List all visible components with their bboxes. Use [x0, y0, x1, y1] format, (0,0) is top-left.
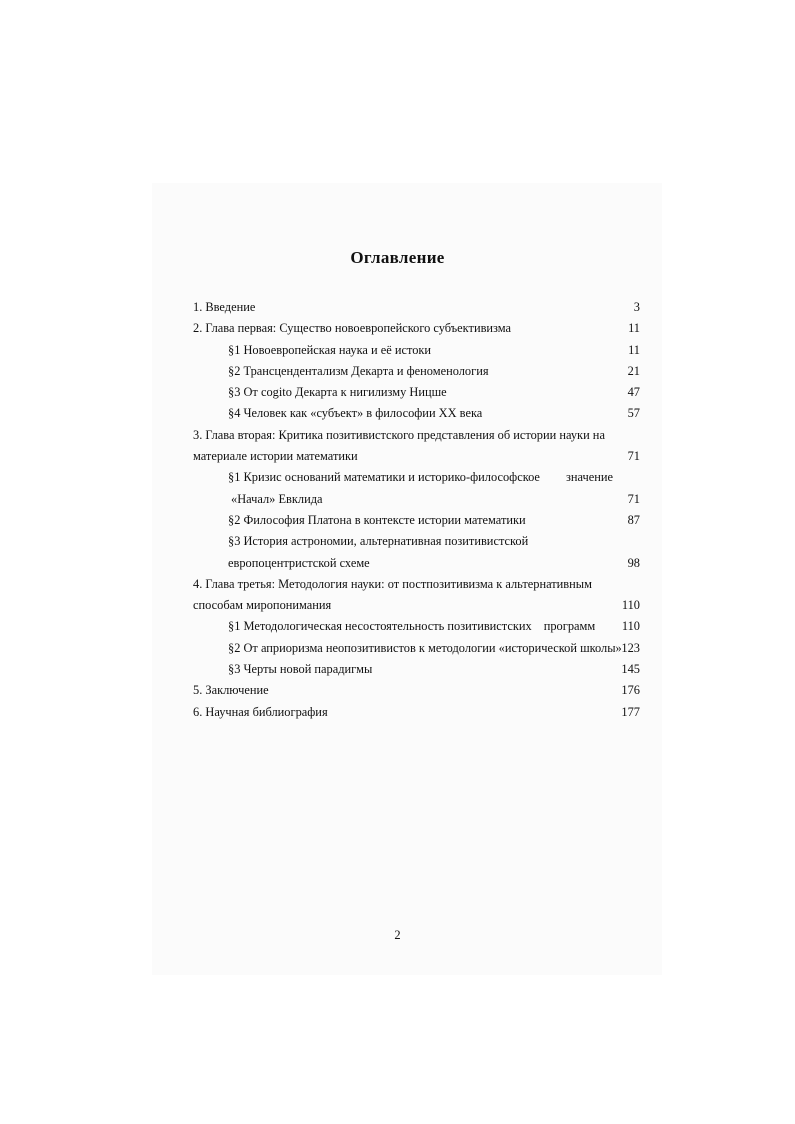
- toc-entry-ch1-section-2[interactable]: [193, 361, 643, 382]
- page-number: 2: [394, 928, 401, 942]
- toc-entry-label: §2 Трансцендентализм Декарта и феноменология: [228, 363, 489, 378]
- toc-entry-page: 110: [621, 598, 640, 613]
- toc-entry-label: 5. Заключение: [193, 683, 269, 698]
- toc-entry-ch1-section-1[interactable]: [193, 340, 643, 361]
- toc-entry-label: §3 История астрономии, альтернативная позитивистской: [228, 534, 529, 549]
- toc-entry-page: 11: [628, 321, 640, 336]
- toc-entry-label: 3. Глава вторая: Критика позитивистского представления об истории науки на: [193, 427, 605, 442]
- toc-entry-ch3-section-2[interactable]: [193, 638, 643, 659]
- page-title: Оглавление: [350, 248, 445, 267]
- toc-entry-page: 11: [628, 342, 640, 357]
- toc-entry-label: [228, 467, 613, 488]
- toc-entry-label: §3 Черты новой парадигмы: [228, 662, 373, 677]
- toc-entry-chapter-2-line-2[interactable]: [193, 446, 643, 467]
- toc-entry-ch3-section-3[interactable]: [193, 659, 643, 680]
- toc-entry-chapter-2-line-1[interactable]: [193, 425, 643, 446]
- toc-entry-label: §2 От априоризма неопозитивистов к методологии «исторической школы»: [228, 640, 622, 655]
- toc-entry-page: 98: [627, 555, 640, 570]
- toc-entry-ch2-section-1-line-2[interactable]: [193, 489, 643, 510]
- toc-entry-label: §1 Новоевропейская наука и её истоки: [228, 342, 432, 357]
- toc-entry-ch2-section-2[interactable]: [193, 510, 643, 531]
- toc-entry-ch1-section-4[interactable]: [193, 403, 643, 424]
- toc-entry-label: 2. Глава первая: Существо новоевропейского субъективизма: [193, 321, 512, 336]
- toc-entry-conclusion[interactable]: [193, 680, 643, 701]
- toc-entry-page: 47: [627, 385, 640, 400]
- toc-entry-label: §2 Философия Платона в контексте истории математики: [228, 512, 526, 527]
- toc-entry-bibliography[interactable]: [193, 702, 643, 723]
- toc-entry-chapter-3-line-2[interactable]: [193, 595, 643, 616]
- toc-entry-page: 145: [621, 662, 640, 677]
- toc-entry-ch2-section-3-line-1[interactable]: [193, 531, 643, 552]
- toc-entry-label: §3 От cogito Декарта к нигилизму Ницше: [228, 385, 447, 400]
- toc-entry-ch1-section-3[interactable]: [193, 382, 643, 403]
- toc-entry-ch2-section-3-line-2[interactable]: [193, 553, 643, 574]
- toc-entry-chapter-3-line-1[interactable]: [193, 574, 643, 595]
- toc-entry-page: 71: [627, 491, 640, 506]
- toc-entry-page: 123: [621, 640, 640, 655]
- toc-entry-label-part: значение: [565, 470, 613, 485]
- toc-entry-page: 176: [621, 683, 640, 698]
- toc-entry-ch3-section-1[interactable]: [193, 616, 643, 637]
- toc-entry-page: 21: [627, 363, 640, 378]
- toc-entry-label-part: §1 Методологическая несостоятельность позитивистских: [228, 619, 532, 634]
- toc-entry-page: 71: [627, 449, 640, 464]
- toc-entry-label: европоцентристской схеме: [228, 555, 370, 570]
- toc-entry-label: [228, 616, 595, 637]
- toc-entry-label: «Начал» Евклида: [231, 491, 323, 506]
- toc-entry-page: 177: [621, 704, 640, 719]
- toc-entry-label: 6. Научная библиография: [193, 704, 328, 719]
- toc-entry-page: 57: [627, 406, 640, 421]
- toc-entry-label: материале истории математики: [193, 449, 358, 464]
- toc-entry-label-part: §1 Кризис оснований математики и историко-философское: [228, 470, 540, 485]
- toc-entry-label: 1. Введение: [193, 300, 256, 314]
- toc-entry-chapter-1[interactable]: [193, 318, 643, 339]
- toc-entry-page: 3: [633, 300, 640, 314]
- toc-entry-label: §4 Человек как «субъект» в философии XX века: [228, 406, 483, 421]
- toc-entry-label: способам миропонимания: [193, 598, 332, 613]
- toc-entry-page: 87: [627, 512, 640, 527]
- toc-entry-introduction[interactable]: [193, 297, 643, 318]
- table-of-contents: [193, 297, 643, 723]
- toc-entry-label: 4. Глава третья: Методология науки: от постпозитивизма к альтернативным: [193, 576, 592, 591]
- toc-entry-page: 110: [621, 619, 640, 634]
- toc-entry-label-part: программ: [543, 619, 596, 634]
- toc-entry-ch2-section-1-line-1[interactable]: [193, 467, 643, 488]
